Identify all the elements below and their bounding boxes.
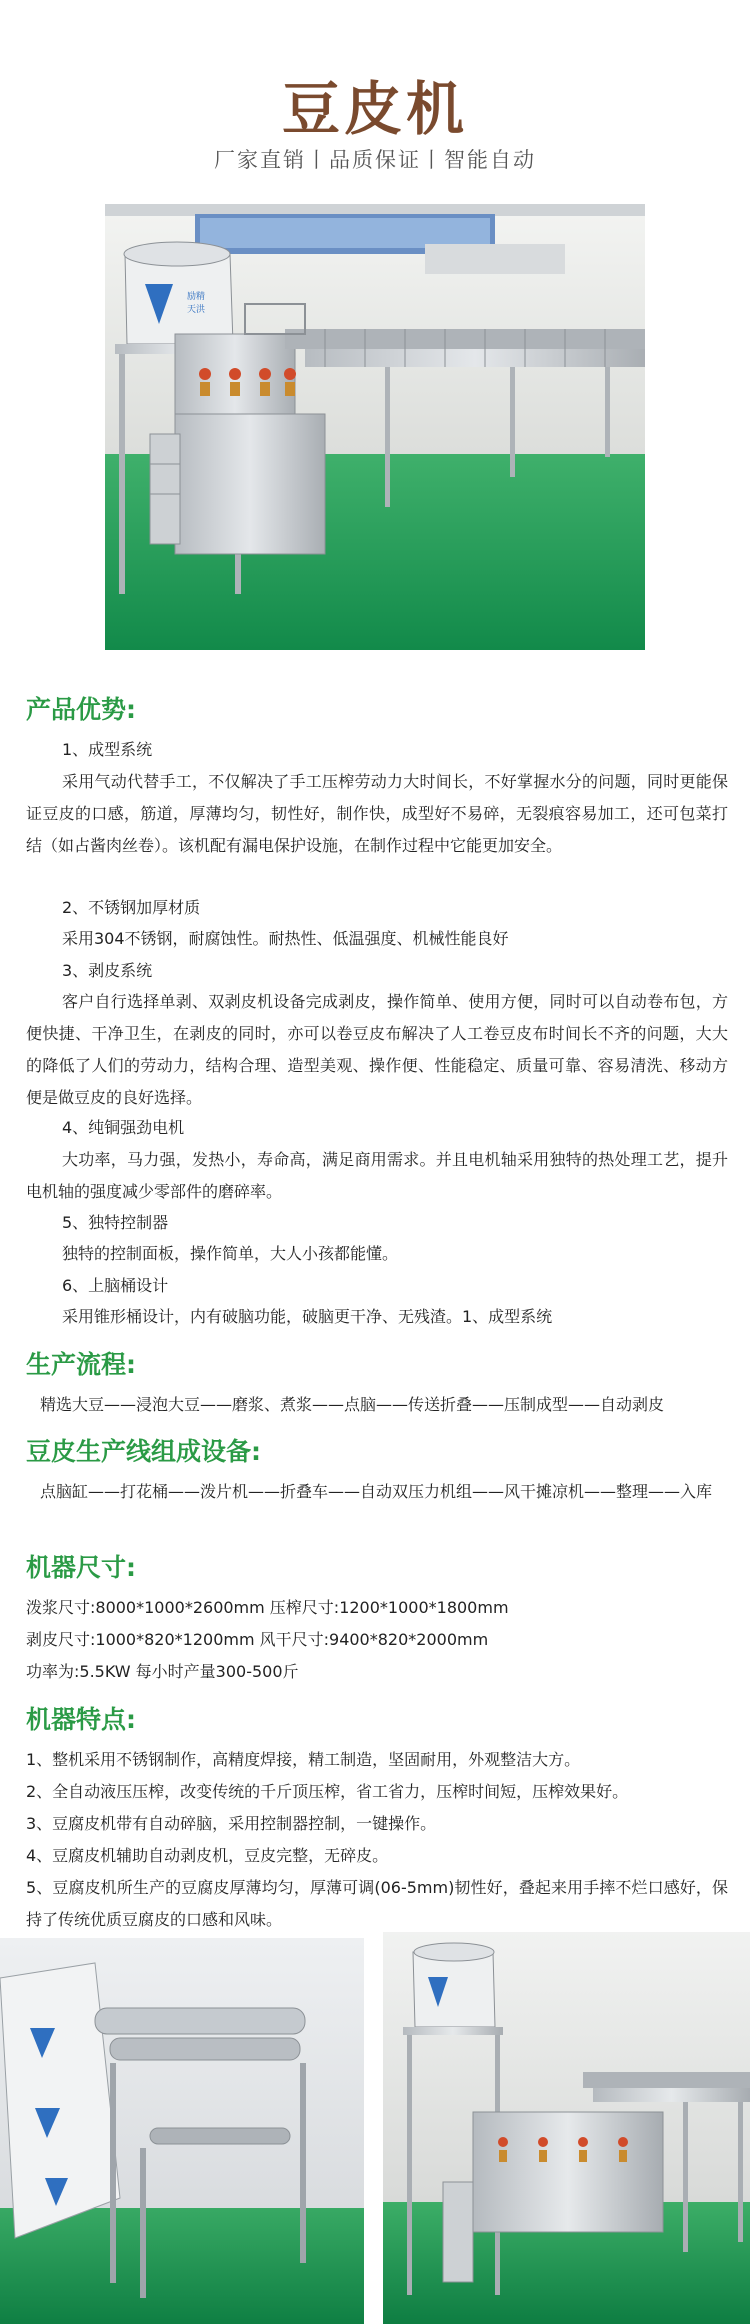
advantage-body-2: 采用304不锈钢，耐腐蚀性。耐热性、低温强度、机械性能良好 xyxy=(62,929,509,948)
feature-line-2: 2、全自动液压压榨，改变传统的千斤顶压榨，省工省力，压榨时间短，压榨效果好。 xyxy=(26,1782,629,1801)
advantage-body-3: 客户自行选择单剥、双剥皮机设备完成剥皮，操作简单、使用方便，同时可以自动卷布包，方便快捷、干净卫生，在剥皮的同时，亦可以卷豆皮布解决了人工卷豆皮布时间长不齐的问题，大大的降低了人们的劳动力，结构合理、造型美观、操作便、性能稳定、质量可靠、容易清洗、移动方便是做豆皮的良好选择。 xyxy=(26,992,728,1107)
dimensions-heading: 机器尺寸: xyxy=(26,1553,136,1582)
advantage-body-6: 采用锥形桶设计，内有破脑功能，破脑更干净、无残渣。1、成型系统 xyxy=(62,1307,553,1326)
advantage-body-4: 大功率，马力强，发热小，寿命高，满足商用需求。并且电机轴采用独特的热处理工艺，提升电机轴的强度减少零部件的磨碎率。 xyxy=(26,1150,728,1201)
feature-line-1: 1、整机采用不锈钢制作，高精度焊接，精工制造，坚固耐用，外观整洁大方。 xyxy=(26,1750,581,1769)
dimensions-line-1: 泼浆尺寸:8000*1000*2600mm 压榨尺寸:1200*1000*1800mm xyxy=(26,1598,509,1617)
dimensions-line-2: 剥皮尺寸:1000*820*1200mm 风干尺寸:9400*820*2000mm xyxy=(26,1630,489,1649)
advantage-title-6: 6、上脑桶设计 xyxy=(62,1276,169,1295)
features-heading: 机器特点: xyxy=(26,1705,136,1734)
process-heading: 生产流程: xyxy=(26,1350,136,1379)
hopper-label-2: 天洪 xyxy=(187,305,206,315)
line-equipment-body: 点脑缸——打花桶——泼片机——折叠车——自动双压力机组——风干摊凉机——整理——入库 xyxy=(40,1482,713,1501)
advantage-body-5: 独特的控制面板，操作简单，大人小孩都能懂。 xyxy=(62,1244,399,1263)
line-equipment-heading: 豆皮生产线组成设备: xyxy=(26,1437,261,1466)
feature-line-5: 5、豆腐皮机所生产的豆腐皮厚薄均匀，厚薄可调(06-5mm)韧性好，叠起来用手摔不烂口感好，保持了传统优质豆腐皮的口感和风味。 xyxy=(26,1878,728,1929)
advantage-title-4: 4、纯铜强劲电机 xyxy=(62,1118,185,1137)
product-photo-side xyxy=(383,1932,750,2324)
feature-line-3: 3、豆腐皮机带有自动碎脑，采用控制器控制，一键操作。 xyxy=(26,1814,437,1833)
advantage-title-2: 2、不锈钢加厚材质 xyxy=(62,898,201,917)
product-photo-main xyxy=(105,204,645,650)
hero-title: 豆皮机 xyxy=(281,75,468,143)
advantage-title-5: 5、独特控制器 xyxy=(62,1213,169,1232)
dimensions-line-3: 功率为:5.5KW 每小时产量300-500斤 xyxy=(26,1662,299,1681)
advantages-heading: 产品优势: xyxy=(26,695,136,724)
hero-subtitle: 厂家直销丨品质保证丨智能自动 xyxy=(214,148,536,172)
process-body: 精选大豆——浸泡大豆——磨浆、煮浆——点脑——传送折叠——压制成型——自动剥皮 xyxy=(40,1395,665,1414)
advantage-title-1: 1、成型系统 xyxy=(62,740,153,759)
advantage-title-3: 3、剥皮系统 xyxy=(62,961,153,980)
advantage-body-1: 采用气动代替手工，不仅解决了手工压榨劳动力大时间长，不好掌握水分的问题，同时更能保证豆皮的口感，筋道，厚薄均匀，韧性好，制作快，成型好不易碎，无裂痕容易加工，还可包菜打结（如占酱肉丝卷）。该机配有漏电保护设施，在制作过程中它能更加安全。 xyxy=(26,772,728,855)
product-photo-peeler xyxy=(0,1938,364,2324)
hopper-label: 励精 xyxy=(187,292,206,302)
feature-line-4: 4、豆腐皮机辅助自动剥皮机，豆皮完整，无碎皮。 xyxy=(26,1846,389,1865)
